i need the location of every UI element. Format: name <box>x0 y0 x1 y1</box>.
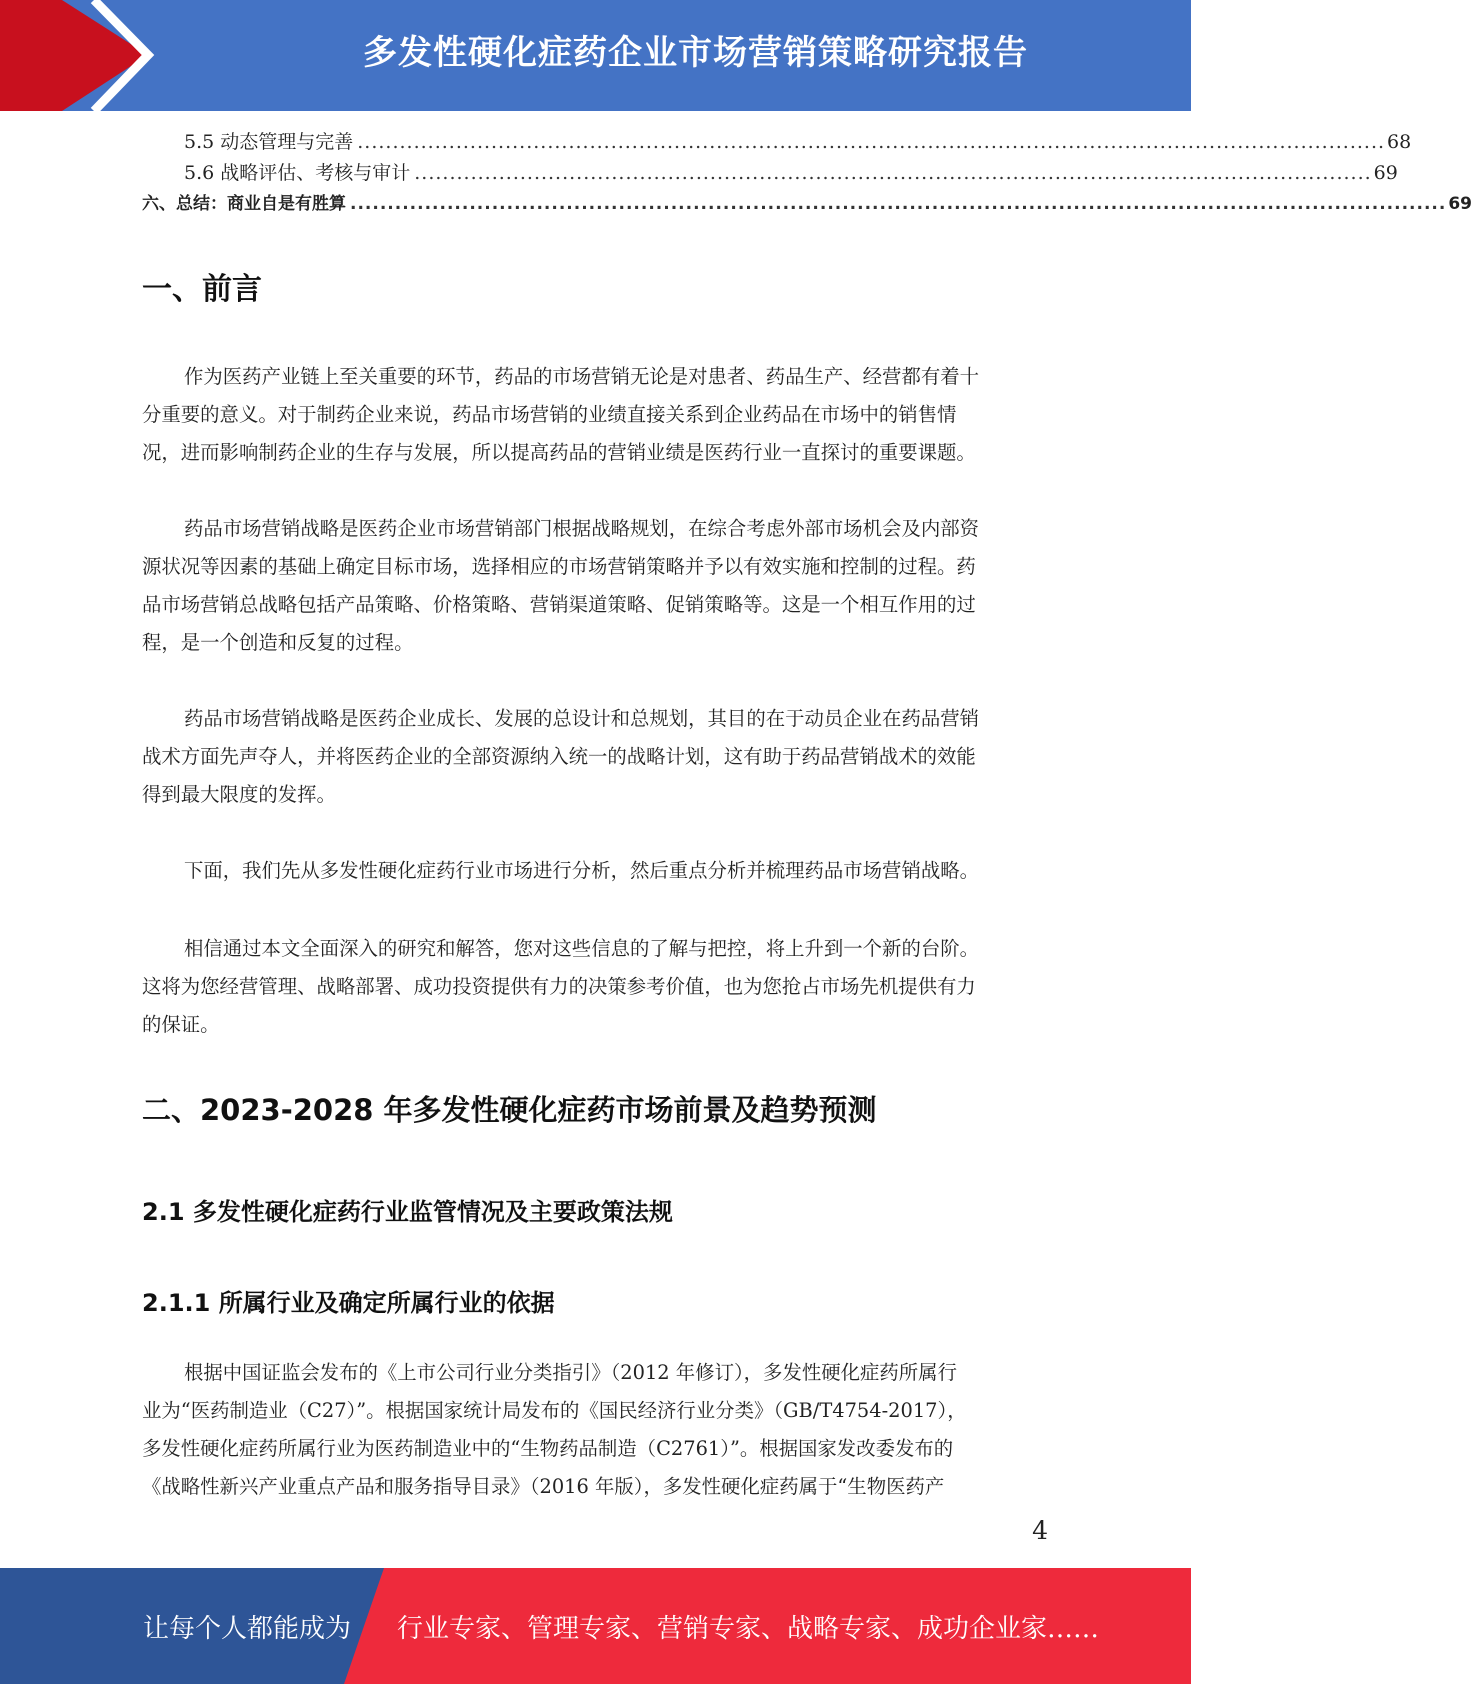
paragraph-line: 战术方面先声夺人，并将医药企业的全部资源纳入统一的战略计划，这有助于药品营销战术的效能 <box>142 745 976 768</box>
toc-leader-dots: .................................................................................................................................................. <box>357 131 1386 153</box>
paragraph-line: 多发性硬化症药所属行业为医药制造业中的“生物药品制造（C2761）”。根据国家发改委发布的 <box>142 1437 954 1460</box>
toc-leader-dots: ................................................................................................................................................... <box>350 194 1447 214</box>
paragraph-line: 业为“医药制造业（C27）”。根据国家统计局发布的《国民经济行业分类》（GB/T4754-2017）， <box>142 1399 967 1422</box>
toc-entry-label: 5.5 动态管理与完善 <box>184 131 354 153</box>
section-heading-preface: 一、前言 <box>142 272 262 307</box>
toc-entry[interactable] <box>142 190 1472 218</box>
paragraph-line: 作为医药产业链上至关重要的环节，药品的市场营销无论是对患者、药品生产、经营都有着十 <box>184 365 980 388</box>
subsection-heading-regulation: 2.1 多发性硬化症药行业监管情况及主要政策法规 <box>142 1198 673 1226</box>
footer-slogan-left: 让每个人都能成为 <box>143 1614 352 1644</box>
paragraph-line: 况，进而影响制药企业的生存与发展，所以提高药品的营销业绩是医药行业一直探讨的重要课题。 <box>142 441 976 464</box>
toc-entry-page: 68 <box>1387 131 1412 153</box>
paragraph-line: 得到最大限度的发挥。 <box>142 783 336 806</box>
paragraph-line: 药品市场营销战略是医药企业市场营销部门根据战略规划，在综合考虑外部市场机会及内部资 <box>184 517 980 540</box>
paragraph-line: 《战略性新兴产业重点产品和服务指导目录》（2016 年版），多发性硬化症药属于“生物医药产 <box>142 1475 945 1498</box>
paragraph-line: 根据中国证监会发布的《上市公司行业分类指引》（2012 年修订），多发性硬化症药所属行 <box>184 1361 957 1384</box>
paragraph-line: 分重要的意义。对于制药企业来说，药品市场营销的业绩直接关系到企业药品在市场中的销售情 <box>142 403 957 426</box>
paragraph-line: 品市场营销总战略包括产品策略、价格策略、营销渠道策略、促销策略等。这是一个相互作用的过 <box>142 593 976 616</box>
toc-entry[interactable] <box>142 159 1398 187</box>
toc-leader-dots: ........................................................................................................................................ <box>414 162 1372 184</box>
section-heading-market-outlook: 二、2023-2028 年多发性硬化症药市场前景及趋势预测 <box>142 1093 877 1127</box>
paragraph-line: 源状况等因素的基础上确定目标市场，选择相应的市场营销策略并予以有效实施和控制的过程。药 <box>142 555 976 578</box>
paragraph-line: 药品市场营销战略是医药企业成长、发展的总设计和总规划，其目的在于动员企业在药品营销 <box>184 707 980 730</box>
toc-entry[interactable] <box>142 128 1412 156</box>
subsection-heading-industry-basis: 2.1.1 所属行业及确定所属行业的依据 <box>142 1289 555 1317</box>
paragraph-line: 这将为您经营管理、战略部署、成功投资提供有力的决策参考价值，也为您抢占市场先机提供有力 <box>142 975 976 998</box>
paragraph-line: 下面，我们先从多发性硬化症药行业市场进行分析，然后重点分析并梳理药品市场营销战略。 <box>184 859 980 882</box>
report-title: 多发性硬化症药企业市场营销策略研究报告 <box>363 33 1028 73</box>
footer-slogan-right: 行业专家、管理专家、营销专家、战略专家、成功企业家…… <box>397 1614 1100 1644</box>
toc-entry-page: 69 <box>1448 194 1472 214</box>
paragraph-line: 程，是一个创造和反复的过程。 <box>142 631 414 654</box>
toc-entry-label: 六、总结：商业自是有胜算 <box>142 194 346 214</box>
page-number: 4 <box>1032 1516 1048 1545</box>
page-footer <box>0 1568 1191 1684</box>
paragraph-line: 的保证。 <box>142 1013 220 1036</box>
toc-entry-label: 5.6 战略评估、考核与审计 <box>184 162 411 184</box>
toc-entry-page: 69 <box>1373 162 1398 184</box>
paragraph-line: 相信通过本文全面深入的研究和解答，您对这些信息的了解与把控，将上升到一个新的台阶。 <box>184 937 980 960</box>
page-header <box>0 0 1191 111</box>
